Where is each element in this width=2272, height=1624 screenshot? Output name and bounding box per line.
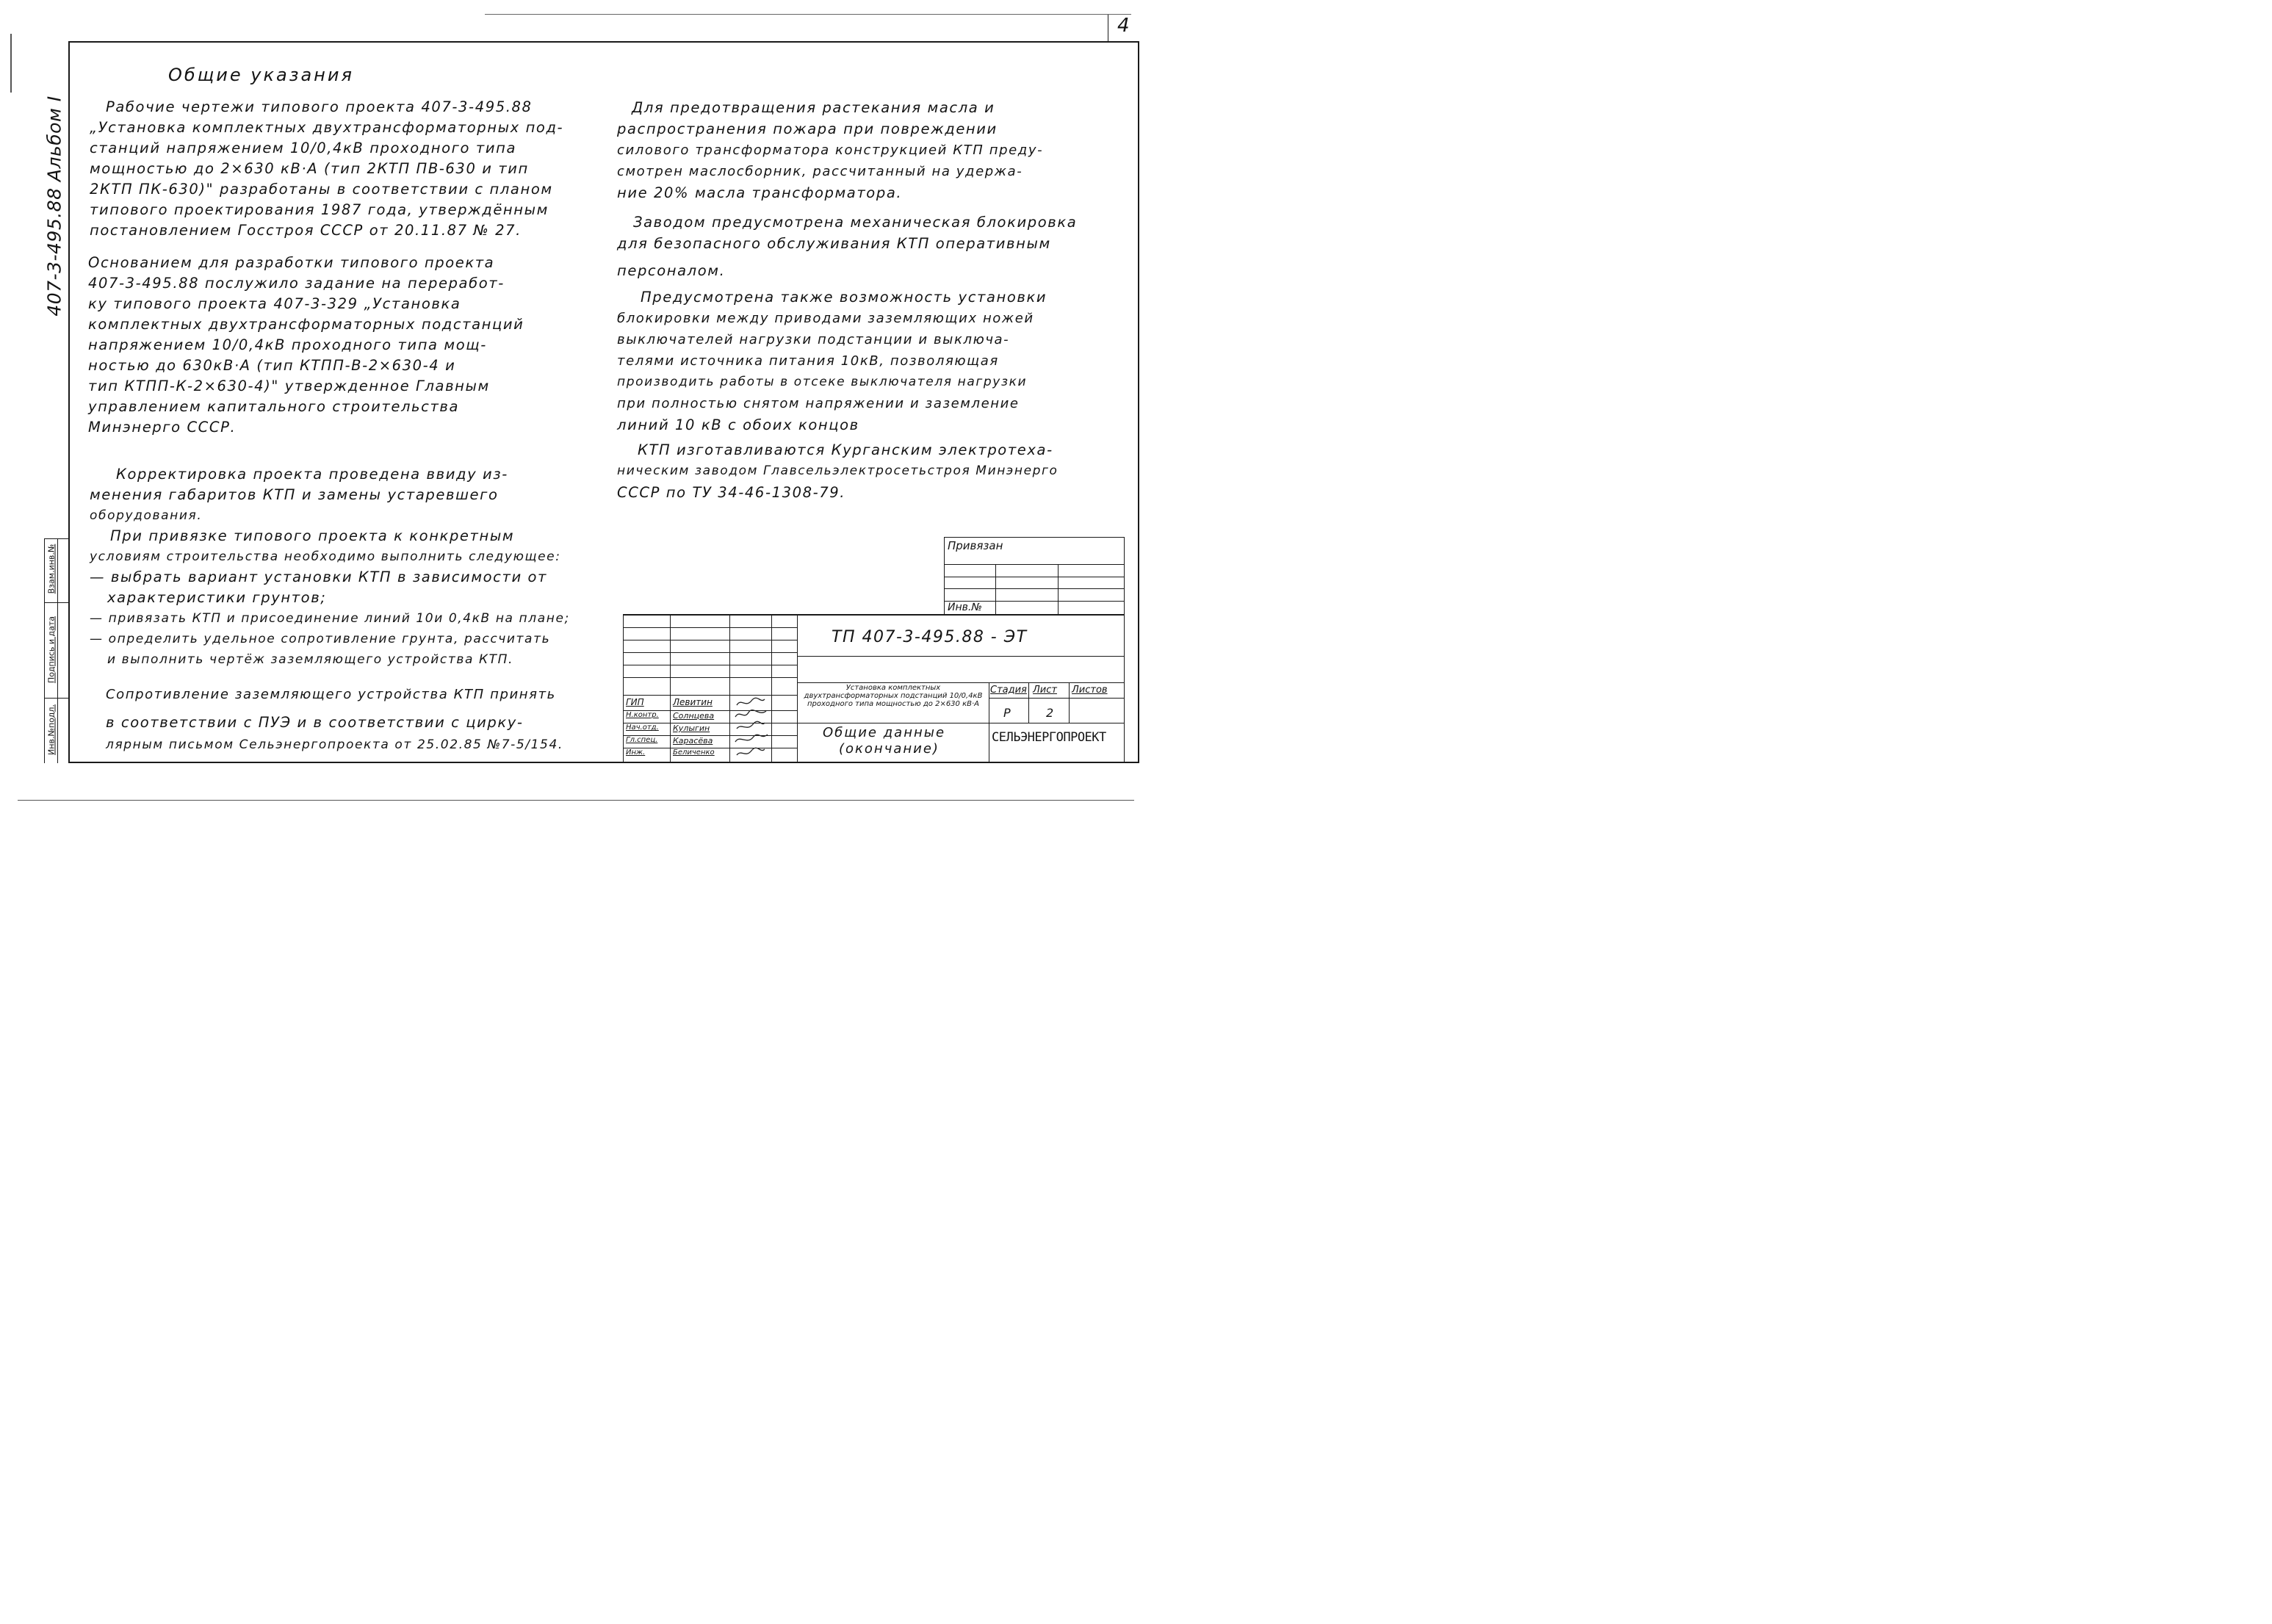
text-line: производить работы в отсеке выключателя нагрузки bbox=[617, 375, 1028, 389]
organization: СЕЛЬЭНЕРГОПРОЕКТ bbox=[992, 730, 1106, 745]
sign-date-label: Подпись и дата bbox=[46, 616, 57, 684]
project-description: Установка комплектных двухтрансформаторных подстанций 10/0,4кВ проходного типа мощностью до 2×630 кВ·А bbox=[804, 684, 983, 708]
text-line: линий 10 кВ с обоих концов bbox=[617, 416, 859, 433]
margin-stamp-div1 bbox=[44, 602, 70, 603]
text-line: управлением капитального строительства bbox=[88, 398, 460, 415]
replace-inv-label: Взам.инв.№ bbox=[46, 544, 57, 594]
text-line: при полностью снятом напряжении и заземление bbox=[617, 396, 1020, 411]
signer-name: Солнцева bbox=[673, 711, 715, 721]
text-line: ние 20% масла трансформатора. bbox=[617, 184, 903, 201]
text-line: При привязке типового проекта к конкретным bbox=[110, 527, 515, 544]
text-line: Минэнерго СССР. bbox=[88, 419, 237, 436]
text-line: постановлением Госстроя СССР от 20.11.87 № 27. bbox=[90, 222, 522, 239]
right-paragraph-2 bbox=[617, 212, 1078, 281]
text-line: условиям строительства необходимо выполнить следующее: bbox=[90, 549, 561, 564]
right-paragraph-1 bbox=[617, 97, 1044, 203]
signer-role: Инж. bbox=[626, 748, 646, 757]
text-line: менения габаритов КТП и замены устаревшего bbox=[90, 486, 499, 503]
text-line: и выполнить чертёж заземляющего устройства КТП. bbox=[107, 652, 514, 667]
text-line: станций напряжением 10/0,4кВ проходного типа bbox=[90, 140, 516, 156]
text-line: ностью до 630кВ·А (тип КТПП-В-2×630-4 и bbox=[88, 357, 456, 374]
left-paragraph-3 bbox=[90, 464, 508, 526]
left-edge-mark bbox=[10, 34, 12, 93]
frame-right bbox=[1138, 41, 1139, 763]
page-top-rule bbox=[485, 14, 1131, 15]
text-line: оборудования. bbox=[90, 508, 203, 523]
text-line: Основанием для разработки типового проекта bbox=[88, 254, 495, 271]
signer-name: Кулыгин bbox=[673, 723, 710, 733]
sheet-title-line1: Общие данные bbox=[823, 725, 946, 740]
text-line: СССР по ТУ 34-46-1308-79. bbox=[617, 484, 846, 501]
right-paragraph-4 bbox=[617, 439, 1059, 503]
frame-bottom bbox=[68, 762, 1139, 763]
text-line: Заводом предусмотрена механическая блокировка bbox=[633, 214, 1078, 231]
margin-stamp-mid bbox=[57, 538, 58, 763]
sheet-number: 4 bbox=[1117, 15, 1131, 37]
left-paragraph-2 bbox=[88, 253, 524, 438]
signer-role: Гл.спец. bbox=[626, 736, 658, 744]
attached-inv: Инв.№ bbox=[948, 602, 982, 613]
text-line: — определить удельное сопротивление грунта, рассчитать bbox=[90, 632, 551, 646]
signer-name: Беличенко bbox=[673, 748, 715, 757]
attached-title: Привязан bbox=[948, 539, 1003, 552]
side-code: 407-3-495.88 Альбом I bbox=[43, 95, 65, 317]
text-line: лярным письмом Сельэнергопроекта от 25.02.85 №7-5/154. bbox=[106, 737, 563, 752]
signer-role: ГИП bbox=[626, 697, 644, 707]
text-line: „Установка комплектных двухтрансформаторных под- bbox=[90, 119, 564, 136]
inv-orig-label: Инв.№подл. bbox=[46, 704, 57, 755]
sheets-label: Листов bbox=[1072, 685, 1108, 696]
text-line: выключателей нагрузки подстанции и выключа- bbox=[617, 332, 1010, 347]
left-paragraph-4 bbox=[90, 526, 570, 670]
text-line: комплектных двухтрансформаторных подстанций bbox=[88, 316, 524, 333]
signer-role: Н.контр. bbox=[626, 711, 659, 719]
stage-value: Р bbox=[1003, 706, 1011, 720]
text-line: Для предотвращения растекания масла и bbox=[632, 99, 995, 116]
frame-top bbox=[68, 41, 1139, 43]
text-line: блокировки между приводами заземляющих ножей bbox=[617, 311, 1034, 326]
signer-name: Левитин bbox=[673, 697, 713, 707]
text-line: распространения пожара при повреждении bbox=[617, 120, 998, 137]
text-line: — привязать КТП и присоединение линий 10и 0,4кВ на плане; bbox=[90, 611, 570, 626]
text-line: Сопротивление заземляющего устройства КТП принять bbox=[106, 687, 556, 702]
signatures-icon bbox=[731, 695, 771, 761]
text-line: напряжением 10/0,4кВ проходного типа мощ- bbox=[88, 336, 487, 353]
text-line: тип КТПП-К-2×630-4)" утвержденное Главным bbox=[88, 378, 490, 394]
sheet-value: 2 bbox=[1046, 706, 1054, 720]
stage-label: Стадия bbox=[990, 685, 1027, 696]
text-line: ку типового проекта 407-3-329 „Установка bbox=[88, 295, 461, 312]
text-line: ническим заводом Главсельэлектросетьстроя Минэнерго bbox=[617, 463, 1059, 478]
text-line: мощностью до 2×630 кВ·А (тип 2КТП ПВ-630 и тип bbox=[90, 160, 529, 177]
text-line: в соответствии с ПУЭ и в соответствии с цирку- bbox=[106, 714, 524, 731]
drawing-code: ТП 407-3-495.88 - ЭТ bbox=[832, 628, 1028, 646]
margin-stamp-left bbox=[44, 538, 45, 763]
page-title: Общие указания bbox=[168, 65, 354, 85]
text-line: КТП изготавливаются Курганским электротеха- bbox=[638, 441, 1053, 458]
text-line: Предусмотрена также возможность установки bbox=[641, 289, 1047, 306]
right-paragraph-3 bbox=[617, 286, 1047, 436]
text-line: 2КТП ПК-630)" разработаны в соответствии с планом bbox=[90, 181, 553, 198]
text-line: Корректировка проекта проведена ввиду из- bbox=[116, 466, 508, 483]
signer-role: Нач.отд. bbox=[626, 723, 659, 732]
text-line: — выбрать вариант установки КТП в зависимости от bbox=[90, 569, 547, 585]
signer-name: Карасёва bbox=[673, 736, 713, 746]
text-line: смотрен маслосборник, рассчитанный на удержа- bbox=[617, 164, 1023, 179]
text-line: силового трансформатора конструкцией КТП преду- bbox=[617, 142, 1044, 158]
frame-left bbox=[68, 41, 70, 763]
page-bottom-rule bbox=[18, 800, 1134, 801]
left-paragraph-1 bbox=[90, 97, 563, 241]
text-line: типового проектирования 1987 года, утверждённым bbox=[90, 201, 549, 218]
text-line: 407-3-495.88 послужило задание на переработ- bbox=[88, 275, 505, 292]
sheet-title-line2: (окончание) bbox=[839, 741, 940, 757]
text-line: персоналом. bbox=[617, 262, 726, 279]
text-line: телями источника питания 10кВ, позволяющая bbox=[617, 353, 999, 369]
left-paragraph-5 bbox=[106, 682, 563, 755]
text-line: характеристики грунтов; bbox=[107, 589, 327, 606]
text-line: для безопасного обслуживания КТП оперативным bbox=[617, 235, 1051, 252]
text-line: Рабочие чертежи типового проекта 407-3-495.88 bbox=[106, 98, 533, 115]
sheet-label: Лист bbox=[1033, 685, 1057, 696]
